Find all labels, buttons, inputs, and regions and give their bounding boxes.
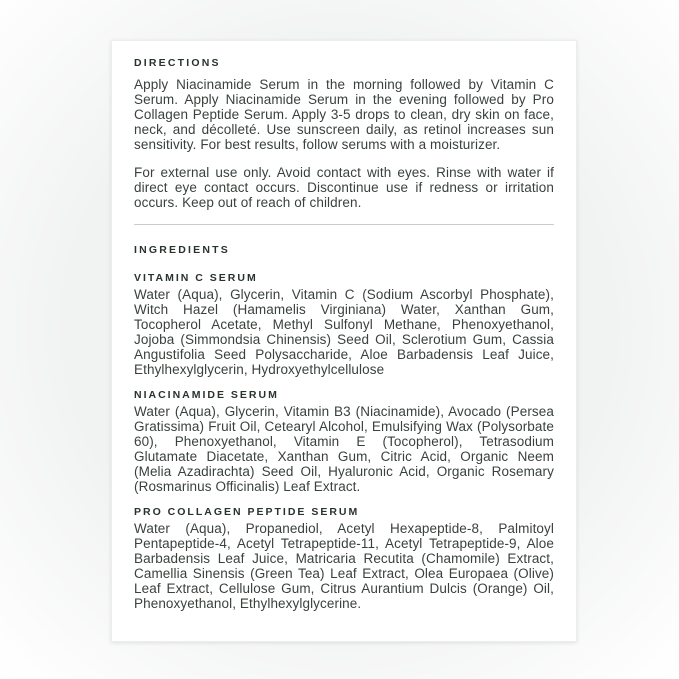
ingredient-section-title: PRO COLLAGEN PEPTIDE SERUM	[134, 506, 360, 518]
ingredient-section-text: Water (Aqua), Glycerin, Vitamin C (Sodium Ascorbyl Phosphate), Witch Hazel (Hamamelis Virginiana) Water, Xanthan Gum, Tocopherol Acetate, Methyl Sulfonyl Methane, Phenoxyethanol, Jojoba (Simmondsia Chinensis) Seed Oil, Sclerotium Gum, Cassia Angustifolia Seed Polysaccharide, Aloe Barbadensis Leaf Juice, Ethylhexylglycerin, Hydroxyethylcellulose	[134, 287, 554, 377]
directions-warning-paragraph: For external use only. Avoid contact with eyes. Rinse with water if direct eye contact occurs. Discontinue use if redness or irritation occurs. Keep out of reach of children.	[134, 165, 554, 210]
ingredients-heading: INGREDIENTS	[134, 244, 230, 256]
ingredient-section-title: VITAMIN C SERUM	[134, 272, 258, 284]
ingredient-section-pro-collagen	[134, 506, 554, 611]
section-divider	[134, 224, 554, 225]
ingredient-section-text: Water (Aqua), Glycerin, Vitamin B3 (Niacinamide), Avocado (Persea Gratissima) Fruit Oil, Cetearyl Alcohol, Emulsifying Wax (Polysorbate 60), Phenoxyethanol, Vitamin E (Tocopherol), Tetrasodium Glutamate Diacetate, Xanthan Gum, Citric Acid, Organic Neem (Melia Azadirachta) Seed Oil, Hyaluronic Acid, Organic Rosemary (Rosmarinus Officinalis) Leaf Extract.	[134, 404, 554, 494]
directions-heading: DIRECTIONS	[134, 57, 221, 69]
ingredient-section-vitamin-c	[134, 272, 554, 377]
label-card	[111, 40, 577, 642]
ingredient-section-title: NIACINAMIDE SERUM	[134, 389, 279, 401]
ingredient-section-niacinamide	[134, 389, 554, 494]
directions-usage-paragraph: Apply Niacinamide Serum in the morning followed by Vitamin C Serum. Apply Niacinamide Serum in the evening followed by Pro Collagen Peptide Serum. Apply 3-5 drops to clean, dry skin on face, neck, and décolleté. Use sunscreen daily, as retinol increases sun sensitivity. For best results, follow serums with a moisturizer.	[134, 77, 554, 152]
ingredient-section-text: Water (Aqua), Propanediol, Acetyl Hexapeptide-8, Palmitoyl Pentapeptide-4, Acetyl Tetrapeptide-11, Acetyl Tetrapeptide-9, Aloe Barbadensis Leaf Juice, Matricaria Recutita (Chamomile) Extract, Camellia Sinensis (Green Tea) Leaf Extract, Olea Europaea (Olive) Leaf Extract, Cellulose Gum, Citrus Aurantium Dulcis (Orange) Oil, Phenoxyethanol, Ethylhexylglycerine.	[134, 521, 554, 611]
